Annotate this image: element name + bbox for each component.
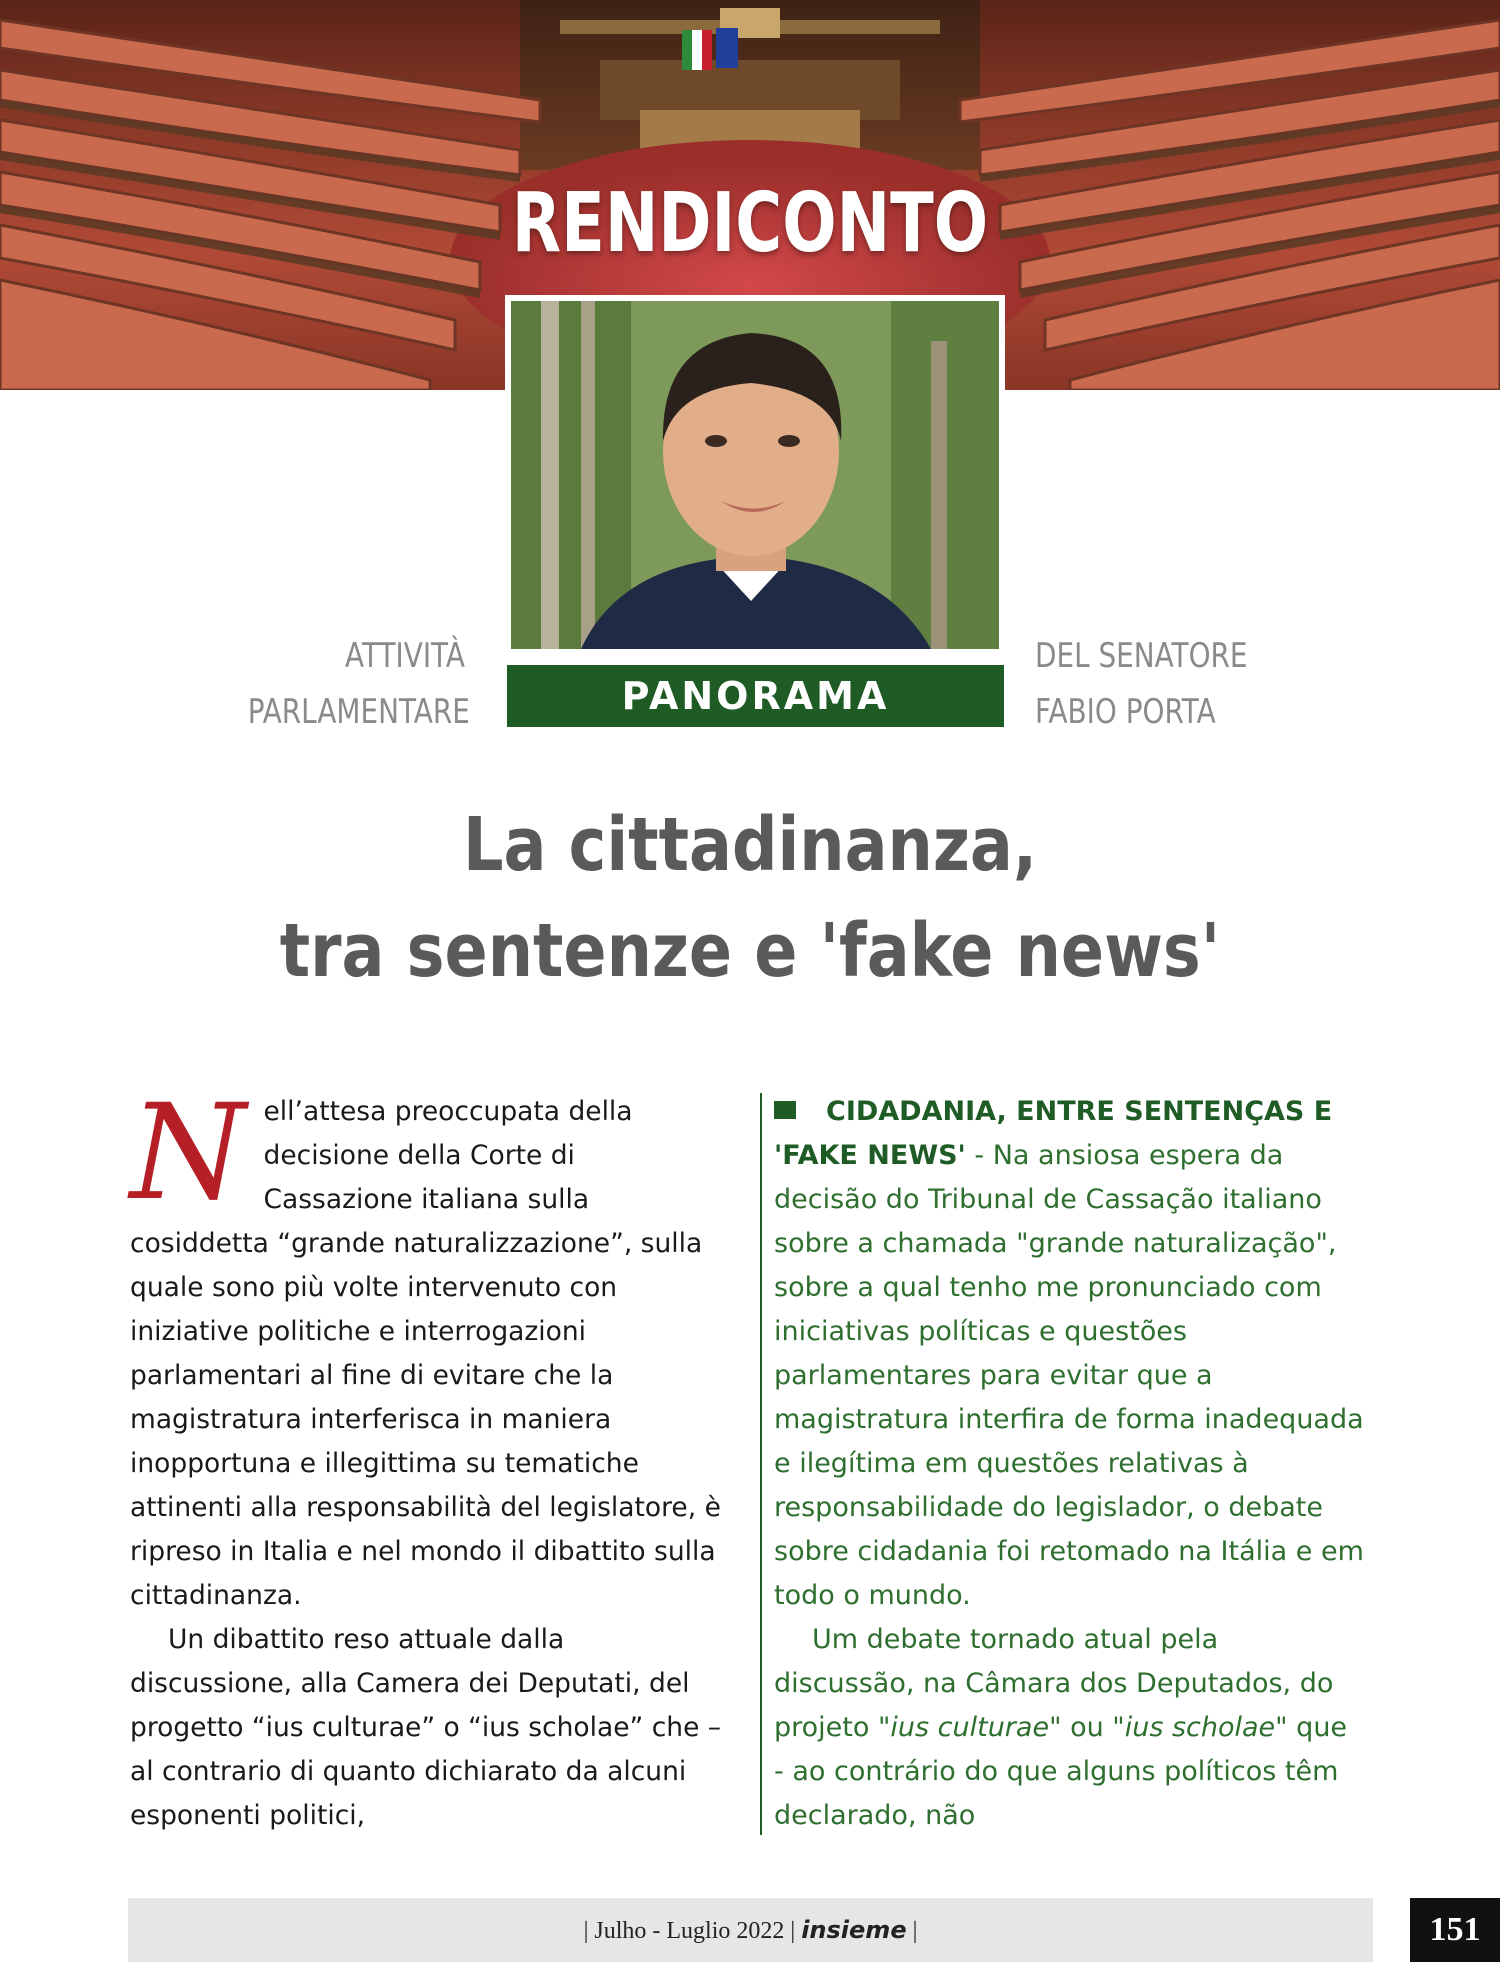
italian-paragraph-1 — [130, 1076, 730, 1618]
column-divider — [760, 1093, 762, 1835]
portuguese-ou: ou — [1061, 1712, 1113, 1743]
left-caption — [200, 628, 470, 740]
page-number: 151 — [1410, 1898, 1500, 1962]
panorama-badge: PANORAMA — [507, 665, 1004, 727]
footer-date: | Julho - Luglio 2022 | — [583, 1918, 796, 1944]
article-title-line-1: La cittadinanza, — [462, 802, 1038, 888]
portuguese-paragraph-1-text: - Na ansiosa espera da decisão do Tribunal de Cassação italiano sobre a chamada "grande naturalização", sobre a qual tenho me pronunciado com iniciativas políticas e questões parlamentares para evitar que a magistratura interfira de forma inadequada e ilegítima em questões relativas à responsabilidade do legislador, o debate sobre cidadania foi retomado na Itália e em todo o mundo. — [774, 1140, 1364, 1611]
portuguese-paragraph-2-start: Um debate tornado atual pela discussão, na Câmara dos Deputados, do projeto — [774, 1624, 1334, 1743]
portrait-illustration — [511, 301, 999, 649]
left-caption-line-1: ATTIVITÀ — [345, 636, 465, 676]
portuguese-paragraph-2-end: que - ao contrário do que alguns políticos têm declarado, não — [774, 1712, 1348, 1831]
footer-bar — [128, 1898, 1373, 1962]
drop-cap: N — [130, 1076, 246, 1230]
right-caption-line-1: DEL SENATORE — [1035, 636, 1248, 676]
footer-end-bar: | — [912, 1918, 918, 1944]
portuguese-column — [774, 1090, 1364, 1838]
footer-brand: insieme — [801, 1916, 907, 1944]
right-caption — [1035, 628, 1335, 740]
portuguese-heading: CIDADANIA, ENTRE SENTENÇAS E 'FAKE NEWS' — [774, 1096, 1333, 1171]
article-title — [0, 792, 1500, 1004]
portuguese-paragraph-2 — [774, 1618, 1364, 1838]
left-caption-line-2: PARLAMENTARE — [247, 692, 470, 732]
senator-portrait-photo — [505, 295, 1005, 655]
right-caption-line-2: FABIO PORTA — [1035, 692, 1216, 732]
italian-paragraph-1-text: ell’attesa preoccupata della decisione della Corte di Cassazione italiana sulla cosiddetta “grande naturalizzazione”, sulla quale sono più volte intervenuto con iniziative politiche e interrogazioni parlamentari al fine di evitare che la magistratura interferisca in maniera inopportuna e illegittima su tematiche attinenti alla responsabilità del legislatore, è ripreso in Italia e nel mondo il dibattito sulla cittadinanza. — [130, 1096, 721, 1611]
ius-scholae-term: "ius scholae" — [1112, 1712, 1288, 1743]
square-bullet-icon — [774, 1101, 796, 1119]
portuguese-paragraph-1 — [774, 1090, 1364, 1618]
section-title: RENDICONTO — [511, 176, 989, 271]
italian-column — [130, 1076, 730, 1838]
article-title-line-2: tra sentenze e 'fake news' — [279, 908, 1221, 994]
ius-culturae-term: "ius culturae" — [877, 1712, 1062, 1743]
italian-paragraph-2: Un dibattito reso attuale dalla discussione, alla Camera dei Deputati, del progetto “ius culturae” o “ius scholae” che – al contrario di quanto dichiarato da alcuni esponenti politici, — [130, 1624, 722, 1831]
